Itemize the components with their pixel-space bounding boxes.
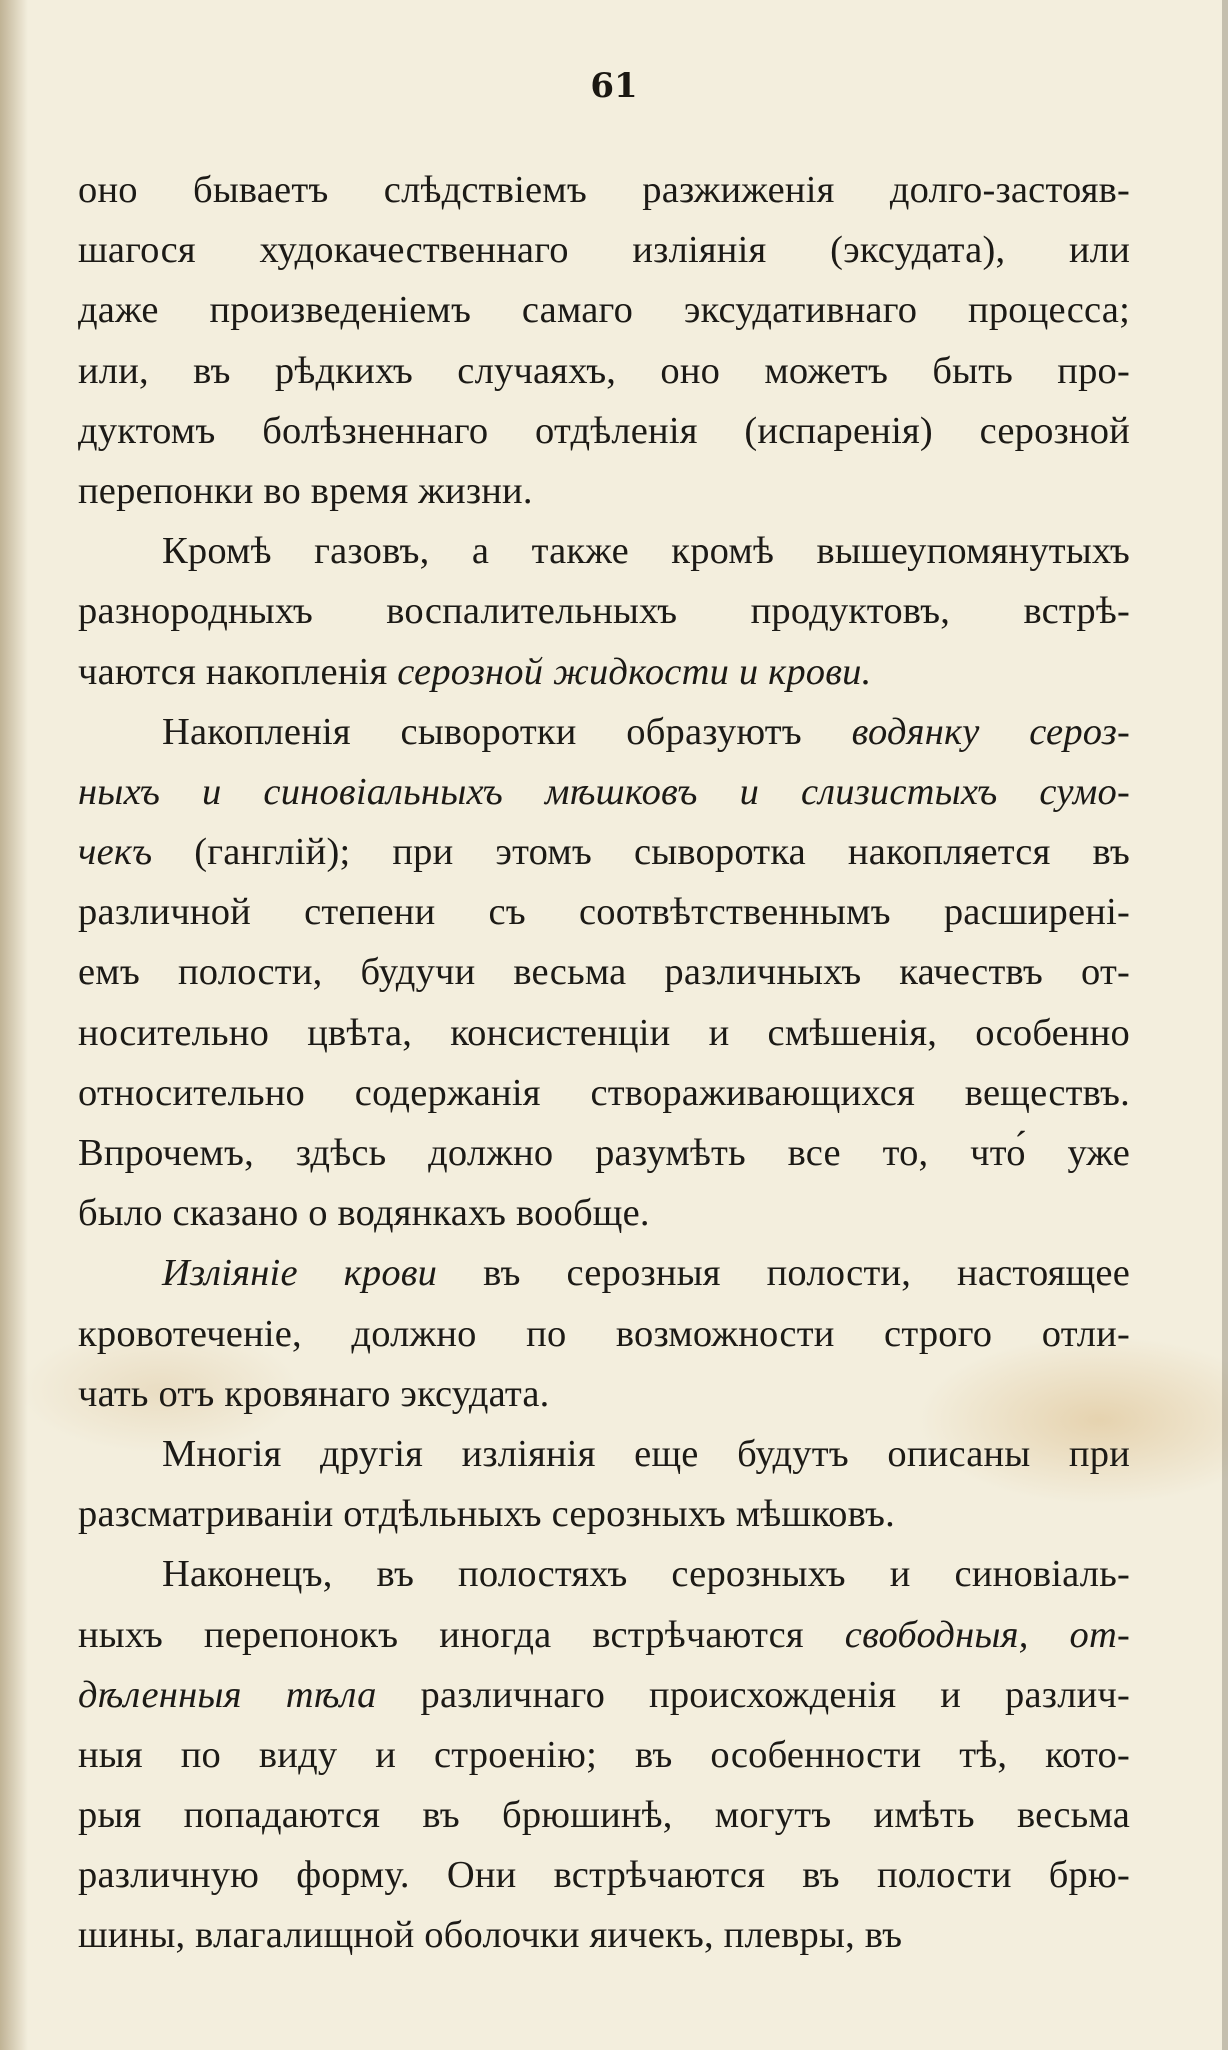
text-line xyxy=(78,942,1130,1002)
text-line xyxy=(78,461,1130,521)
text-line xyxy=(78,1063,1130,1123)
page-edge-shadow xyxy=(1222,0,1228,2050)
text-line xyxy=(78,822,1130,882)
text-line xyxy=(78,280,1130,340)
paragraph xyxy=(78,1544,1130,1965)
text-line xyxy=(78,1424,1130,1484)
text-run: различную форму. Они встрѣчаются въ полости брю- xyxy=(78,1854,1130,1897)
text-run: относительно содержанія створаживающихся веществъ. xyxy=(78,1071,1130,1114)
text-run: Кромѣ газовъ, а также кромѣ вышеупомянутыхъ xyxy=(162,530,1130,573)
text-line xyxy=(78,1123,1130,1183)
text-run: Накопленія сыворотки образуютъ xyxy=(162,710,852,753)
italic-run: ныхъ и синовіальныхъ мѣшковъ и слизистыхъ сумо- xyxy=(78,770,1130,813)
italic-run: дѣленныя тѣла xyxy=(78,1673,377,1716)
text-line xyxy=(78,160,1130,220)
text-line xyxy=(78,1183,1130,1243)
text-run: различной степени съ соотвѣтственнымъ расширені- xyxy=(78,891,1130,934)
text-line xyxy=(78,702,1130,762)
text-line xyxy=(78,1665,1130,1725)
text-run: различнаго происхожденія и различ- xyxy=(376,1673,1131,1716)
text-run: или, въ рѣдкихъ случаяхъ, оно можетъ быть про- xyxy=(78,349,1130,392)
text-run: ныхъ перепонокъ иногда встрѣчаются xyxy=(78,1613,845,1656)
italic-run: водянку сероз- xyxy=(851,710,1130,753)
text-run: ныя по виду и строенію; въ особенности тѣ, кото- xyxy=(78,1733,1130,1776)
text-line xyxy=(78,1905,1130,1965)
text-run: разсматриваніи отдѣльныхъ серозныхъ мѣшковъ. xyxy=(78,1493,895,1536)
text-run: носительно цвѣта, консистенціи и смѣшенія, особенно xyxy=(78,1011,1130,1054)
text-line xyxy=(78,762,1130,822)
body-text xyxy=(78,160,1130,1966)
text-line xyxy=(78,1845,1130,1905)
text-run: оно бываетъ слѣдствіемъ разжиженія долго-застояв- xyxy=(78,169,1130,211)
text-line xyxy=(78,341,1130,401)
text-line xyxy=(78,1605,1130,1665)
text-run: разнородныхъ воспалительныхъ продуктовъ, встрѣ- xyxy=(78,590,1130,633)
text-line xyxy=(78,1364,1130,1424)
text-line xyxy=(78,220,1130,280)
text-line xyxy=(78,1003,1130,1063)
text-line xyxy=(78,882,1130,942)
text-run: Многія другія изліянія еще будутъ описаны при xyxy=(162,1432,1130,1475)
text-line xyxy=(78,1725,1130,1785)
paragraph xyxy=(78,160,1130,521)
text-line xyxy=(78,1484,1130,1544)
text-line xyxy=(78,1544,1130,1604)
text-run: емъ полости, будучи весьма различныхъ качествъ от- xyxy=(78,951,1130,994)
paragraph xyxy=(78,521,1130,702)
italic-run: свободныя, от- xyxy=(844,1613,1130,1656)
italic-run: чекъ xyxy=(78,831,153,874)
text-line xyxy=(78,1785,1130,1845)
text-run: Наконецъ, въ полостяхъ серозныхъ и синовіаль- xyxy=(162,1553,1130,1596)
paragraph xyxy=(78,1243,1130,1424)
italic-run: Изліяніе крови xyxy=(162,1252,438,1295)
text-run: было сказано о водянкахъ вообще. xyxy=(78,1192,650,1235)
text-run: (ганглій); при этомъ сыворотка накопляется въ xyxy=(152,831,1130,874)
italic-run: серозной жидкости и крови. xyxy=(397,650,872,693)
text-run: чаются накопленія xyxy=(78,650,398,693)
text-line xyxy=(78,642,1130,702)
text-run: шины, влагалищной оболочки яичекъ, плевры, въ xyxy=(78,1914,903,1957)
text-run: Впрочемъ, здѣсь должно разумѣть все то, что́ уже xyxy=(78,1132,1130,1174)
page-number: 61 xyxy=(590,66,638,106)
text-run: перепонки во время жизни. xyxy=(78,469,533,512)
text-run: кровотеченіе, должно по возможности строго отли- xyxy=(78,1312,1130,1355)
text-line xyxy=(78,521,1130,581)
text-line xyxy=(78,401,1130,461)
text-run: даже произведеніемъ самаго эксудативнаго процесса; xyxy=(78,289,1130,332)
text-line xyxy=(78,581,1130,641)
paragraph xyxy=(78,702,1130,1244)
text-run: чать отъ кровянаго эксудата. xyxy=(78,1372,550,1415)
text-line xyxy=(78,1243,1130,1303)
text-run: шагося худокачественнаго изліянія (эксудата), или xyxy=(78,229,1130,272)
text-run: дуктомъ болѣзненнаго отдѣленія (испаренія) серозной xyxy=(78,409,1130,452)
text-run: въ серозныя полости, настоящее xyxy=(437,1252,1130,1295)
paragraph xyxy=(78,1424,1130,1544)
text-run: рыя попадаются въ брюшинѣ, могутъ имѣть весьма xyxy=(78,1794,1130,1837)
text-line xyxy=(78,1304,1130,1364)
